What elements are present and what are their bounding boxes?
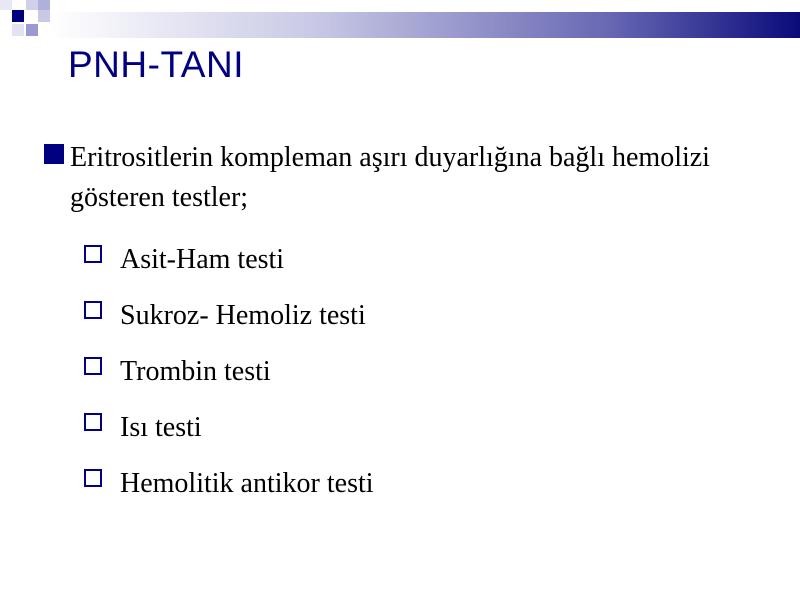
decor-square <box>12 24 24 36</box>
hollow-square-icon <box>84 469 102 487</box>
hollow-square-icon <box>84 245 102 263</box>
hollow-square-icon <box>84 301 102 319</box>
hollow-square-icon <box>84 413 102 431</box>
sub-bullet-item <box>84 296 374 352</box>
sub-bullet-item <box>84 240 374 296</box>
sub-bullet-label: Isı testi <box>120 412 202 443</box>
sub-bullet-label: Sukroz- Hemoliz testi <box>120 300 366 331</box>
decor-square <box>38 0 50 10</box>
filled-square-icon <box>44 144 64 164</box>
decor-square <box>26 24 38 36</box>
sub-bullet-item <box>84 352 374 408</box>
decor-square <box>38 10 50 22</box>
sub-bullet-item <box>84 464 374 520</box>
decor-square <box>26 0 38 10</box>
decor-square <box>0 0 12 10</box>
sub-bullet-label: Hemolitik antikor testi <box>120 468 374 499</box>
main-bullet-text: Eritrositlerin kompleman aşırı duyarlığına bağlı hemolizi gösteren testler; <box>70 142 710 213</box>
sub-bullet-item <box>84 408 374 464</box>
gradient-bar <box>50 12 800 38</box>
hollow-square-icon <box>84 357 102 375</box>
sub-bullet-label: Trombin testi <box>120 356 271 387</box>
sub-bullet-label: Asit-Ham testi <box>120 244 285 275</box>
slide-title: PNH-TANI <box>68 44 244 85</box>
sub-bullet-list <box>84 240 374 520</box>
decor-square <box>12 10 24 22</box>
main-bullet <box>44 138 764 218</box>
